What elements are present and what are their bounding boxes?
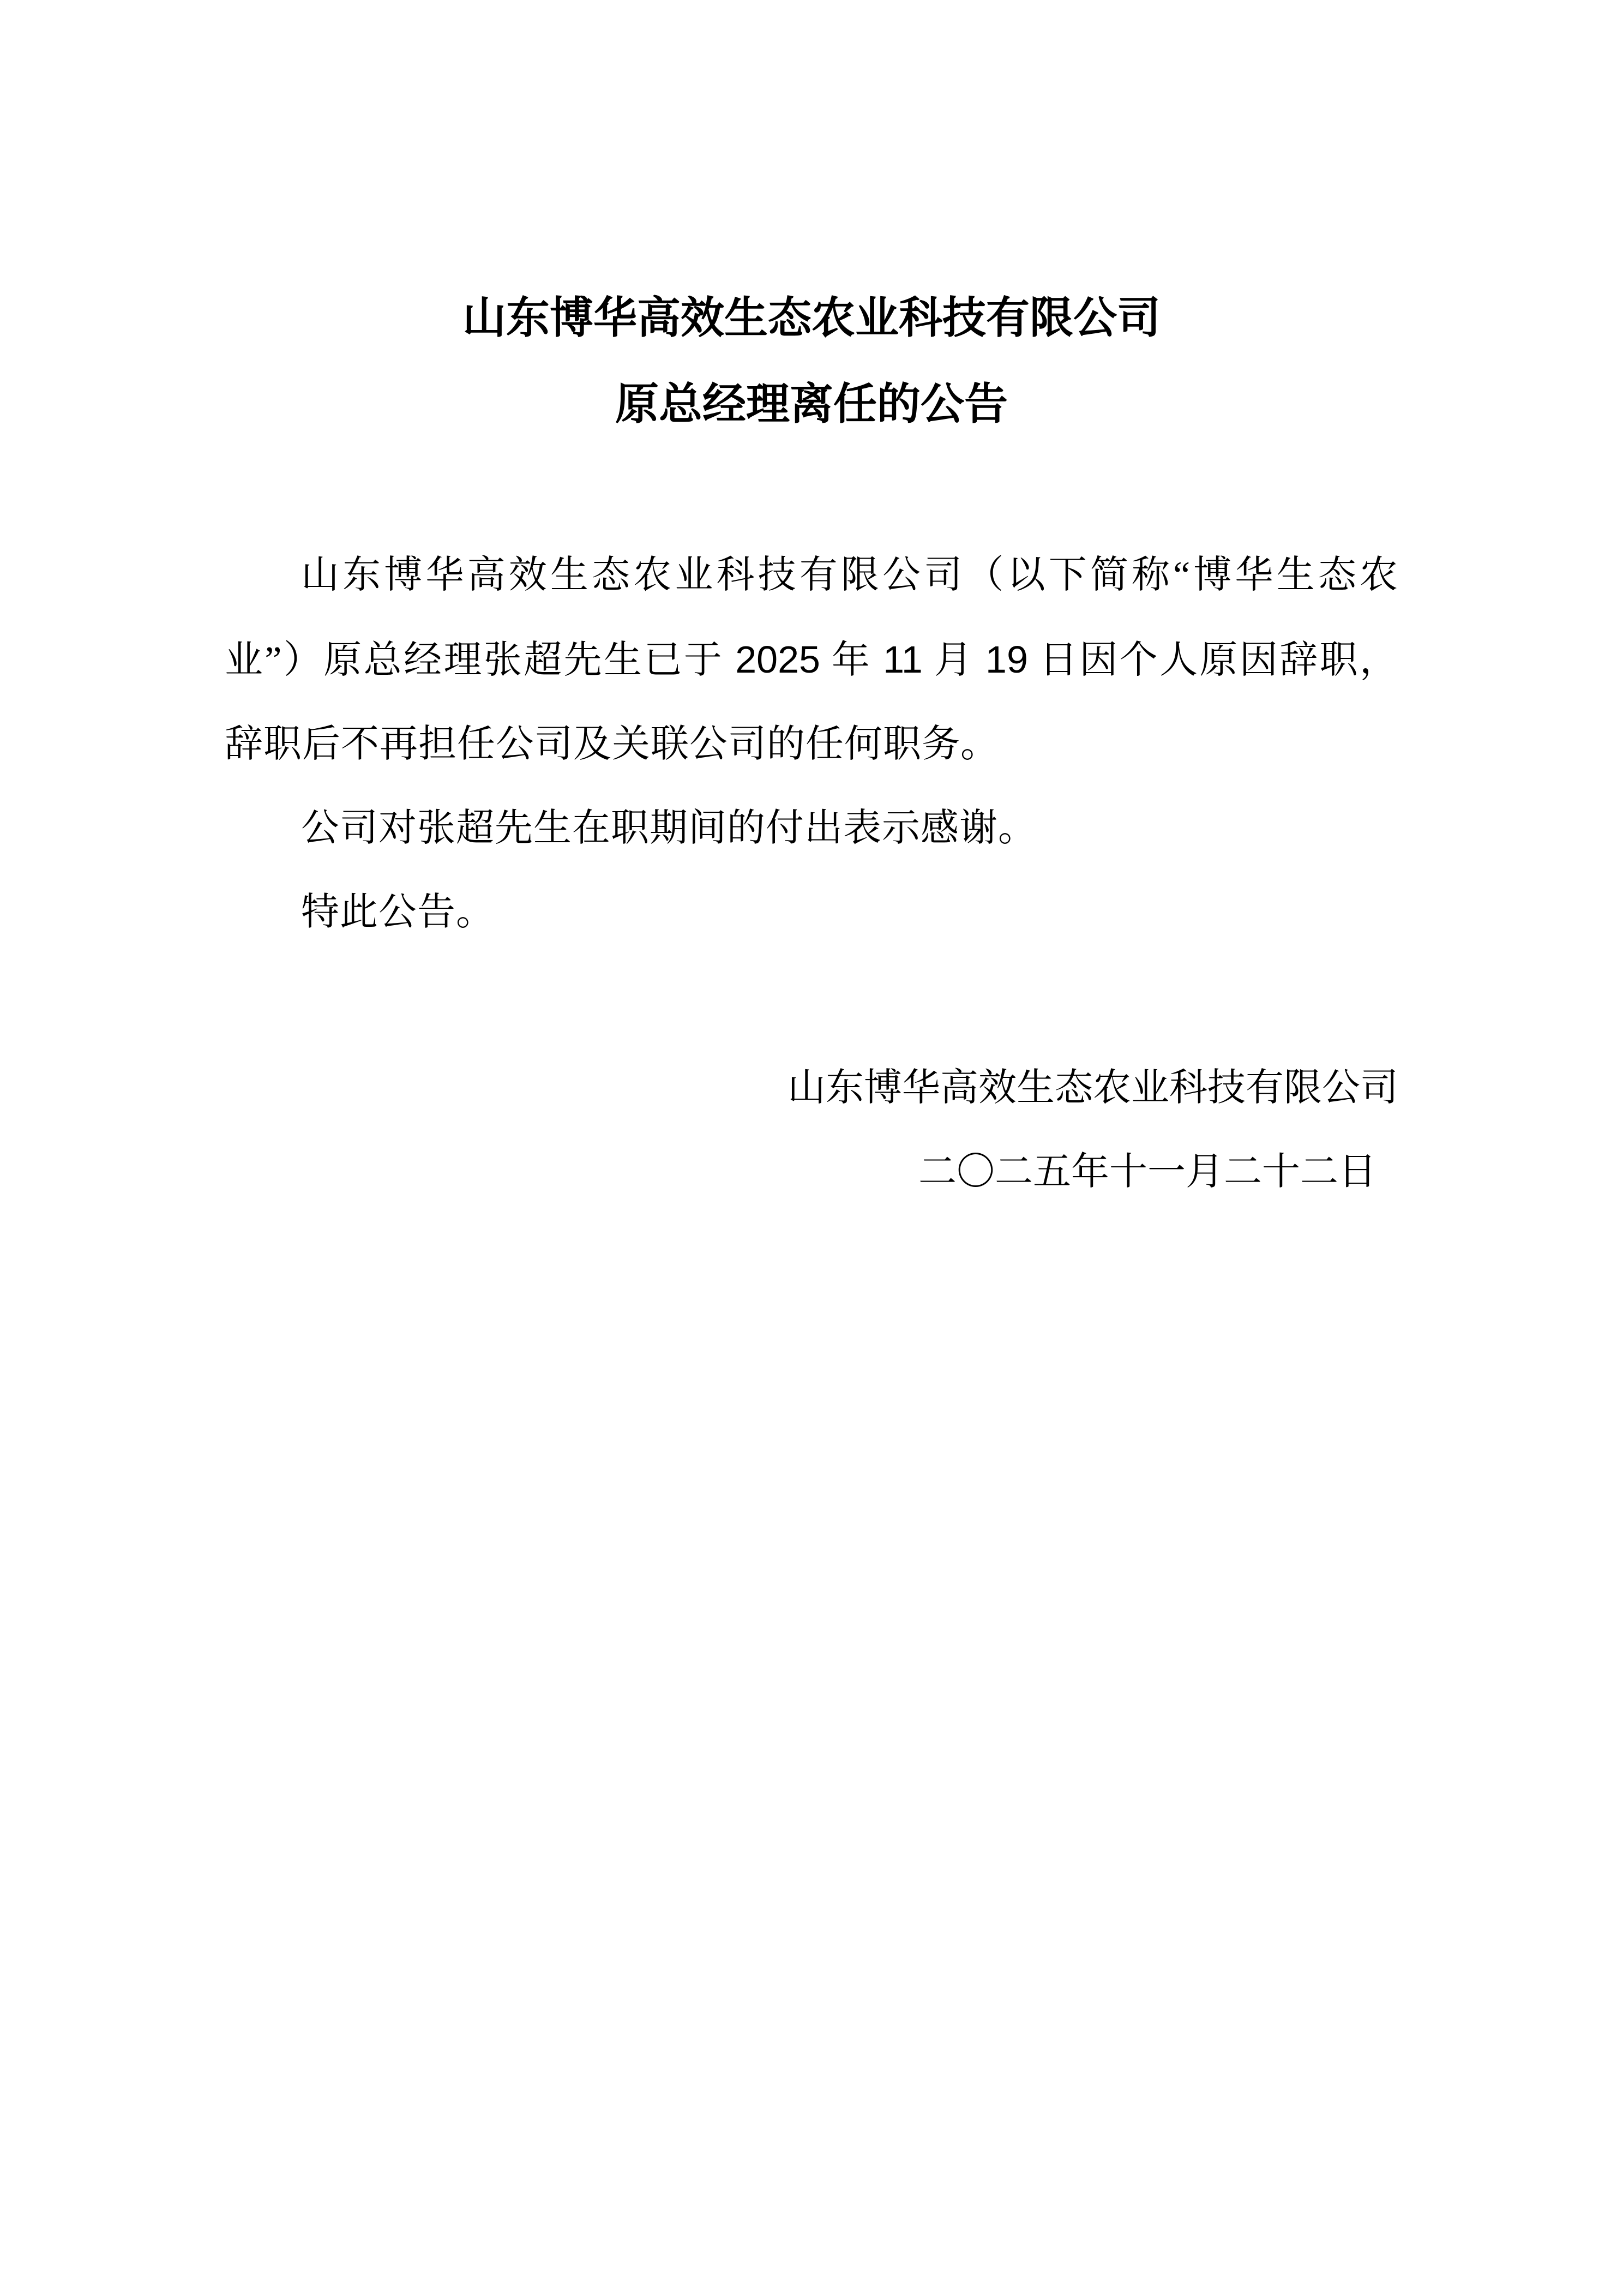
document-title-line2: 原总经理离任的公告 — [615, 381, 1008, 429]
paragraph1-year-number: 2025 — [735, 638, 820, 681]
paragraph1-text-segment-2: 月 — [922, 639, 986, 681]
paragraph1-month-number: 11 — [883, 638, 923, 681]
signature-date: 二〇二五年十一月二十二日 — [918, 1151, 1376, 1193]
document-title-line1: 山东博华高效生态农业科技有限公司 — [462, 295, 1161, 343]
announcement-body-paragraph-2: 公司对张超先生在职期间的付出表示感谢。 — [301, 807, 1037, 849]
paragraph1-day-number: 19 — [985, 638, 1028, 681]
paragraph1-text-segment-1: 年 — [820, 639, 883, 681]
paragraph1-text-segment-3: 日因个人原因辞职，辞职后不再担任公司及关联公司的任何职务。 — [225, 639, 1399, 765]
paragraph1-text-segment-0: 山东博华高效生态农业科技有限公司（以下简称“博华生态农业”）原总经理张超先生已于 — [225, 554, 1398, 681]
signature-company-name: 山东博华高效生态农业科技有限公司 — [788, 1067, 1398, 1109]
announcement-body-paragraph-1 — [225, 533, 1398, 787]
announcement-body-paragraph-3: 特此公告。 — [301, 891, 495, 933]
